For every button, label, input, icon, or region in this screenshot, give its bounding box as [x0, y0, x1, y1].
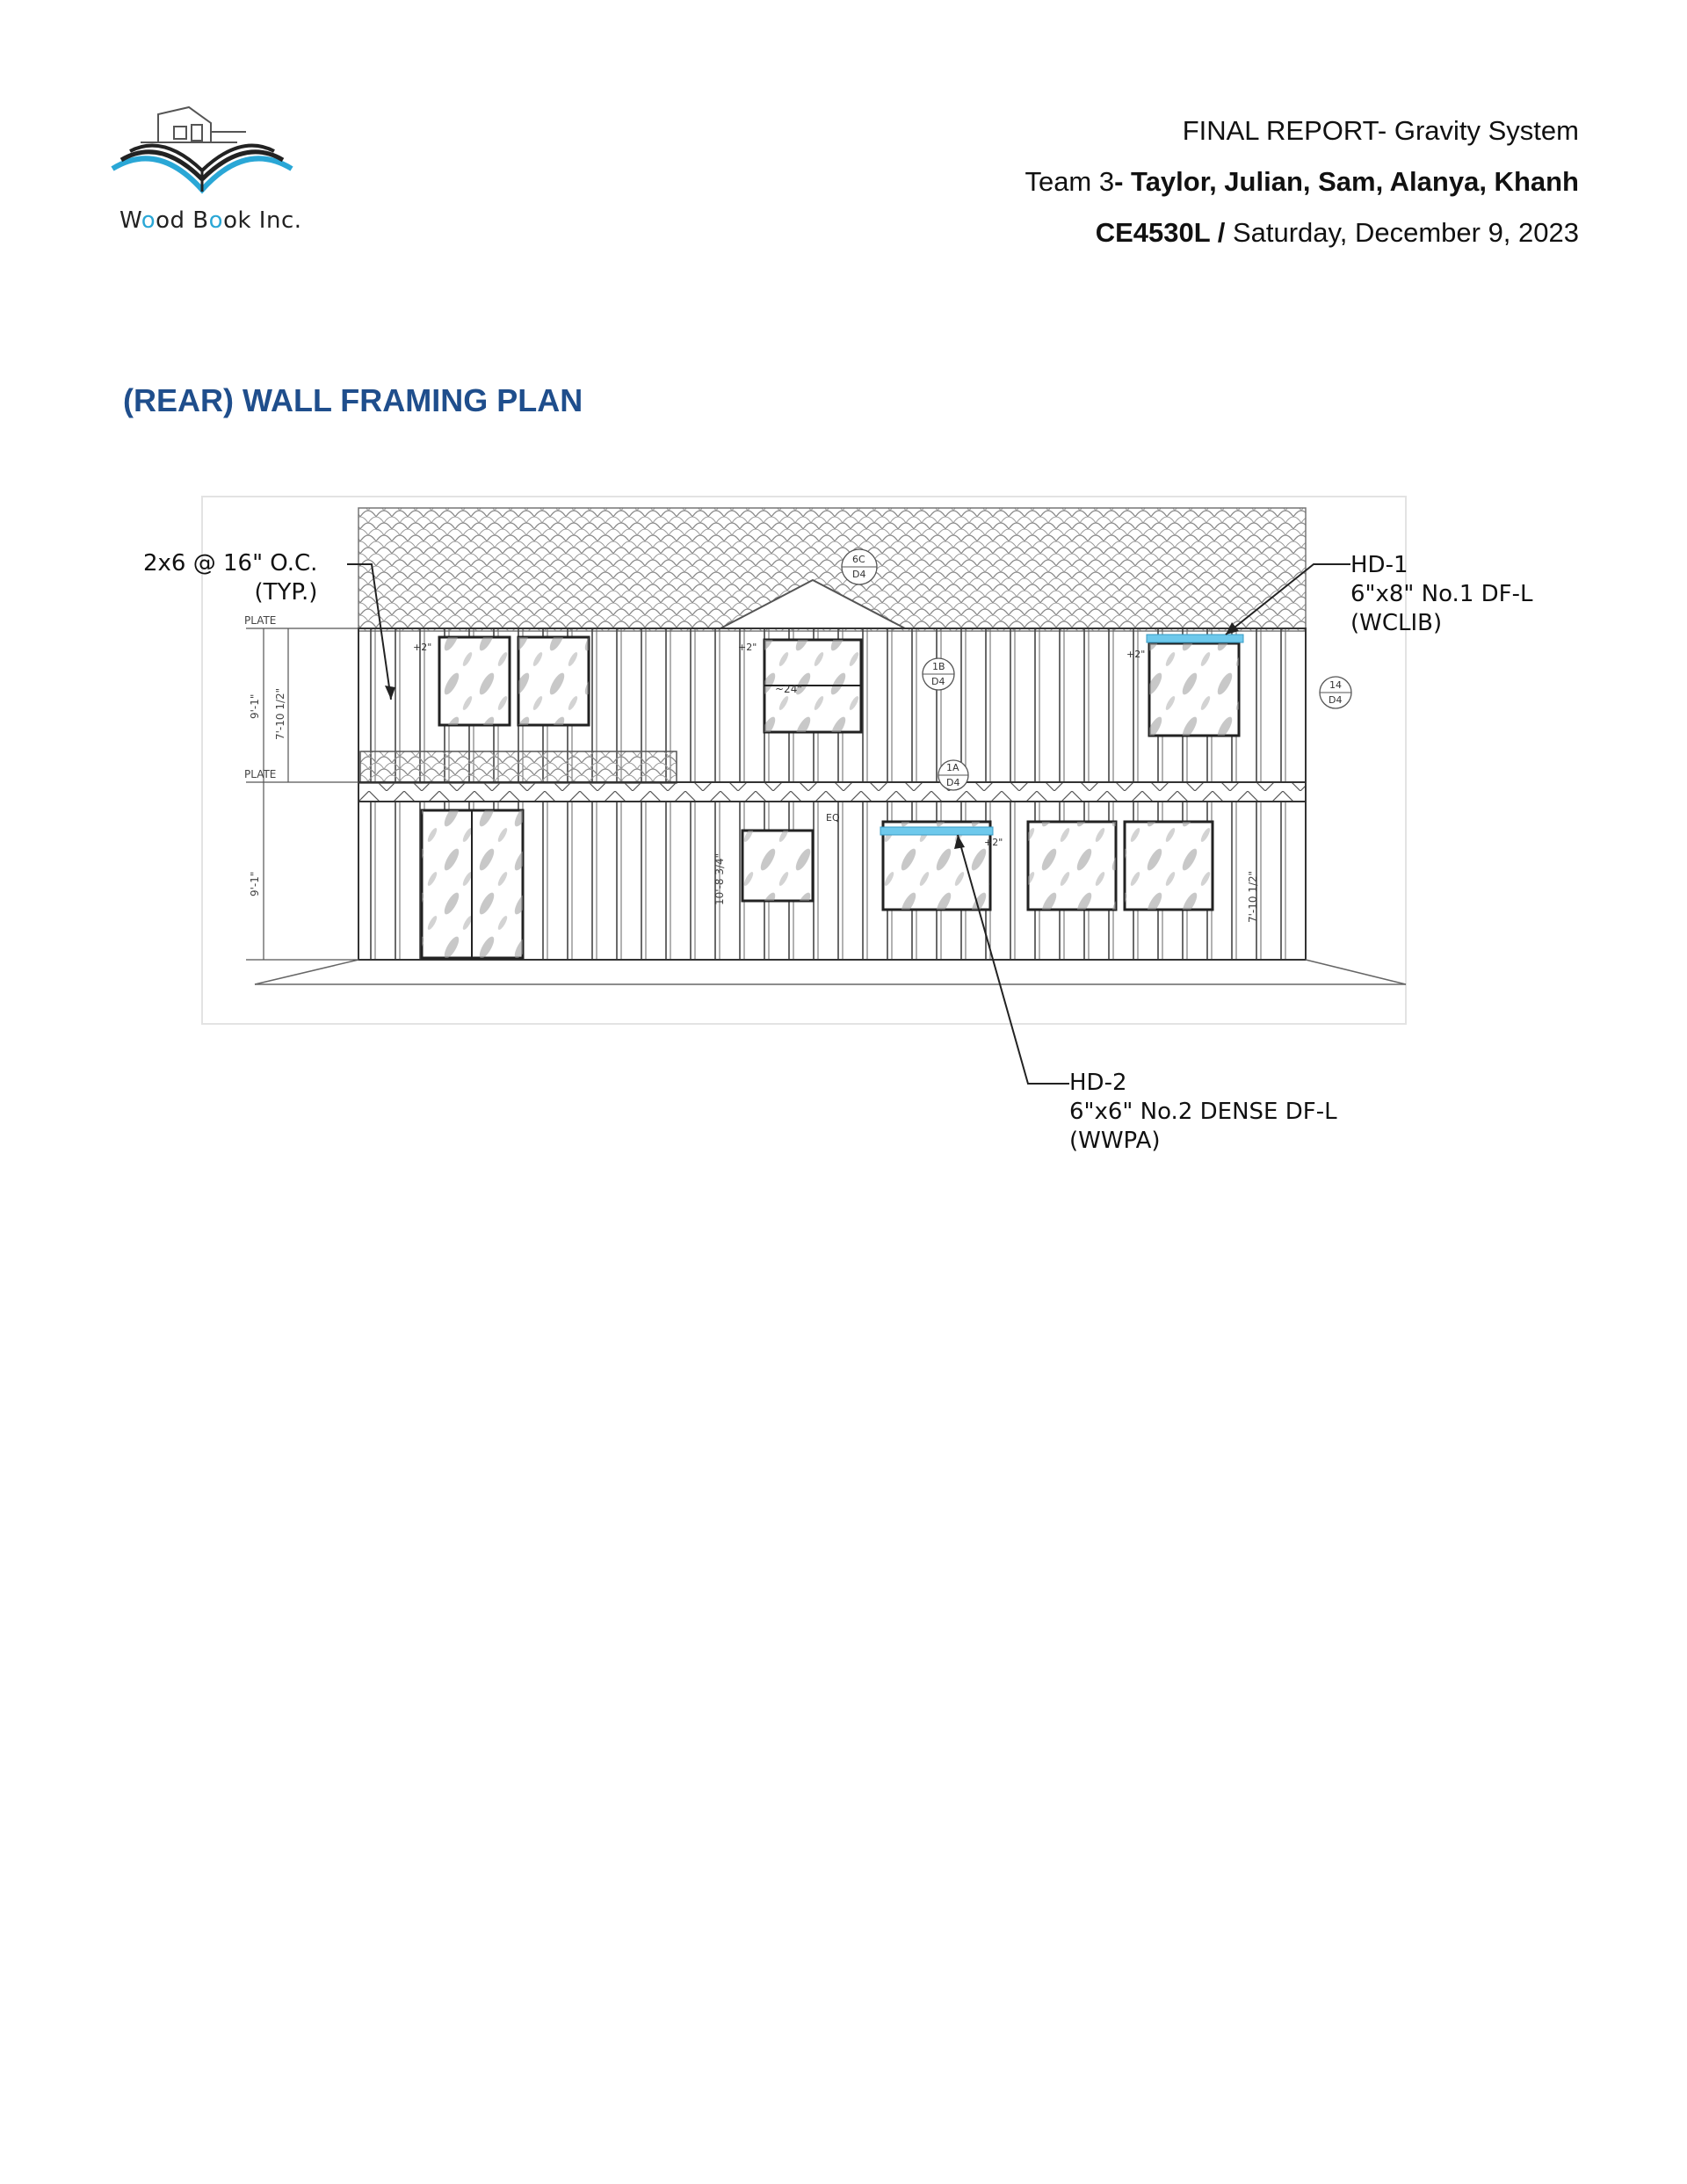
stud-spacing-callout [143, 549, 317, 607]
detail-1b: 1B [932, 661, 945, 672]
hd1-spec: 6"x8" No.1 DF-L [1350, 581, 1533, 607]
spacing-24: ~24" [775, 683, 802, 695]
detail-14-sheet: D4 [1329, 694, 1343, 706]
dim-upper-b: 7'-10 1/2" [274, 687, 286, 740]
stud-callout-line2: (TYP.) [254, 579, 318, 606]
course-date-line: CE4530L / Saturday, December 9, 2023 [1095, 217, 1579, 248]
hd2-callout [1069, 1069, 1337, 1156]
hd1-grade: (WCLIB) [1350, 610, 1443, 636]
detail-1a: 1A [946, 762, 959, 773]
report-title: FINAL REPORT- Gravity System [1182, 115, 1579, 146]
dim-lower-right: 7'-10 1/2" [1247, 870, 1259, 923]
detail-6c: 6C [852, 554, 865, 565]
hd2-header-highlight [880, 827, 993, 835]
hd2-grade: (WWPA) [1069, 1128, 1161, 1154]
plate-label-upper: PLATE [244, 614, 277, 627]
team-line: Team 3- Taylor, Julian, Sam, Alanya, Khanh [1025, 166, 1579, 197]
open-book-icon [112, 146, 292, 192]
house-icon [141, 107, 246, 142]
plate-label-lower: PLATE [244, 768, 277, 780]
dimension-lines [246, 628, 358, 960]
section-title: (REAR) WALL FRAMING PLAN [123, 382, 583, 418]
hd2-name: HD-2 [1069, 1070, 1127, 1096]
spacing-2-c: +2" [1126, 649, 1146, 660]
hd1-name: HD-1 [1350, 552, 1408, 578]
hd1-callout [1350, 551, 1532, 638]
dim-mid: 10'-8 3/4" [713, 853, 726, 905]
dim-upper-a: 9'-1" [249, 693, 261, 719]
eq-label: EQ [826, 812, 840, 824]
floor-truss [358, 782, 1306, 802]
spacing-2-a: +2" [413, 642, 432, 653]
logo-wordmark: Wood Book Inc. [119, 207, 302, 234]
spacing-2-d: +2" [984, 837, 1003, 848]
detail-1b-sheet: D4 [931, 676, 945, 687]
balcony-railing [360, 751, 677, 783]
dim-lower: 9'-1" [249, 871, 261, 896]
detail-14: 14 [1329, 679, 1342, 691]
spacing-2-b: +2" [738, 642, 757, 653]
hd2-spec: 6"x6" No.2 DENSE DF-L [1069, 1099, 1337, 1125]
report-header [1025, 105, 1579, 258]
detail-6c-sheet: D4 [852, 569, 866, 580]
detail-1a-sheet: D4 [946, 777, 960, 788]
hd1-header-highlight [1147, 635, 1243, 642]
stud-callout-line1: 2x6 @ 16" O.C. [143, 550, 318, 577]
